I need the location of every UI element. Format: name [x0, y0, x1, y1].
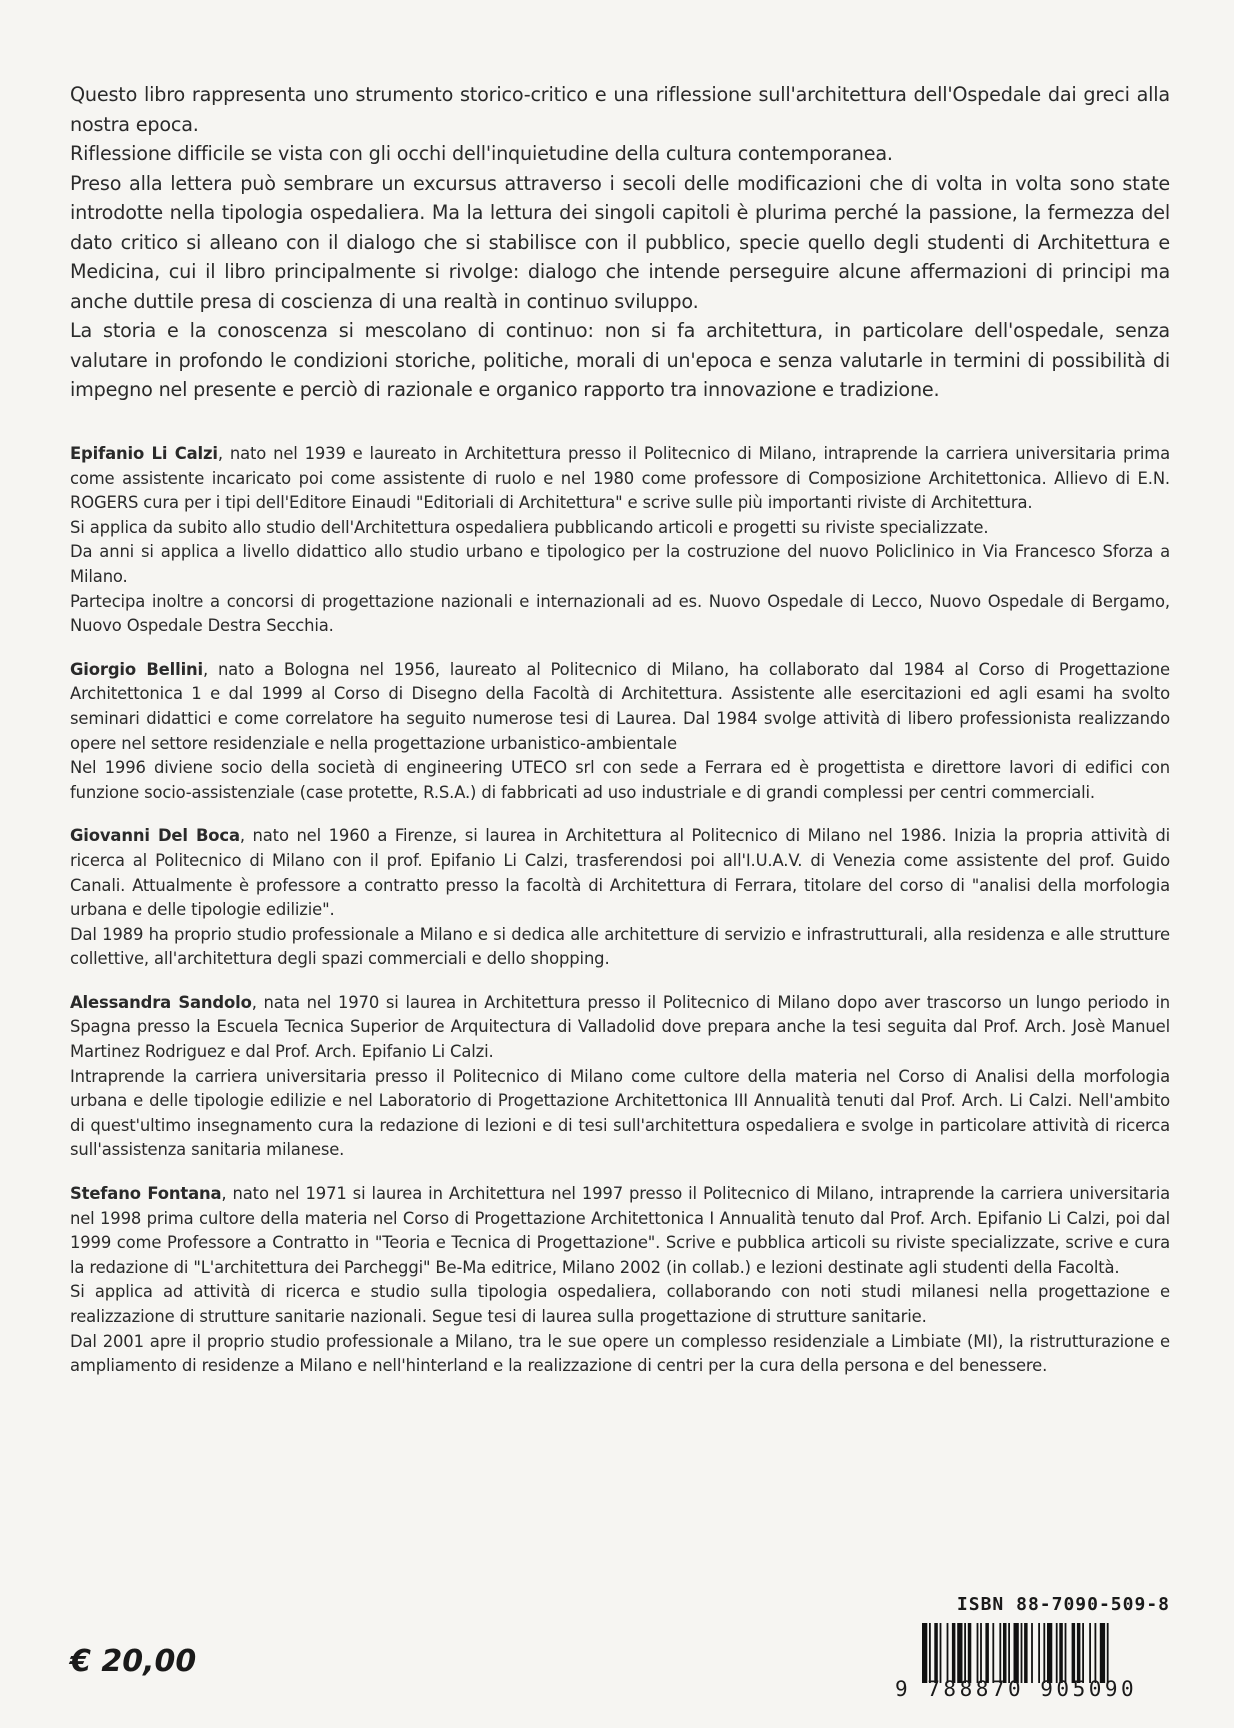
barcode-bar [922, 1623, 927, 1683]
barcode-bar [968, 1623, 972, 1683]
barcode-digits: 9 788870 905090 [895, 1677, 1138, 1701]
description-paragraph: Preso alla lettera può sembrare un excursus attraverso i secoli delle modificazioni che di volta in volta sono state introdotte nella tipologia ospedaliera. Ma la lettura dei singoli capitoli è plurima perché la passione, la fermezza del dato critico si alleano con il dialogo che si stabilisce con il pubblico, specie quello degli studenti di Architettura e Medicina, cui il libro principalmente si rivolge: dialogo che intende perseguire alcune affermazioni di principi ma anche duttile presa di coscienza di una realtà in continuo sviluppo. [70, 171, 1170, 313]
description-paragraph: Questo libro rappresenta uno strumento storico-critico e una riflessione sull'architettura dell'Ospedale dai greci alla nostra epoca. [70, 83, 1170, 136]
barcode-bar [985, 1623, 989, 1683]
description-paragraph: La storia e la conoscenza si mescolano di continuo: non si fa architettura, in particolare dell'ospedale, senza valutare in profondo le condizioni storiche, politiche, morali di un'epoca e senza valutarle in termini di possibilità di impegno nel presente e perciò di razionale e organico rapporto tra innovazione e tradizione. [70, 319, 1170, 401]
barcode-bar [1100, 1623, 1105, 1683]
barcode-bar [1021, 1623, 1023, 1683]
author-name: Epifanio Li Calzi [70, 444, 218, 463]
author-name: Stefano Fontana [70, 1184, 222, 1204]
barcode-bar [1003, 1623, 1007, 1683]
barcode-bar [952, 1623, 956, 1683]
bio-paragraph [70, 991, 1170, 1065]
bio-paragraph: Da anni si applica a livello didattico allo studio urbano e tipologico per la costruzione del nuovo Policlinico in Via Francesco Sforza a Milano. [70, 542, 1170, 586]
barcode-bar [1077, 1623, 1081, 1683]
barcode-bar [1065, 1623, 1067, 1683]
author-bio [70, 442, 1170, 639]
barcode-bar [940, 1623, 942, 1683]
bio-paragraph: Si applica ad attività di ricerca e studio sulla tipologia ospedaliera, collaborando con noti studi milanesi nella progettazione e realizzazione di strutture sanitarie nazionali. Segue tesi di laurea sulla progettazione di strutture sanitarie. [70, 1282, 1170, 1326]
bio-paragraph: Dal 2001 apre il proprio studio professionale a Milano, tra le sue opere un complesso residenziale a Limbiate (MI), la ristrutturazione e ampliamento di residenze a Milano e nell'hinterland e la realizzazione di centri per la cura della persona e del benessere. [70, 1331, 1170, 1376]
barcode-bar [1047, 1623, 1052, 1683]
barcode-bar [1095, 1623, 1097, 1683]
barcode-bar [1043, 1623, 1045, 1683]
barcode-bar [1024, 1623, 1028, 1683]
barcode-bar [947, 1623, 949, 1683]
book-description [70, 80, 1170, 405]
bio-paragraph [70, 442, 1170, 516]
barcode-bar [964, 1623, 966, 1683]
author-bio [70, 658, 1170, 806]
price-label: € 20,00 [70, 1644, 197, 1679]
bio-text: , nato nel 1939 e laureato in Architettura presso il Politecnico di Milano, intraprende la carriera universitaria prima come assistente incaricato poi come assistente di ruolo e nel 1980 come professore di Composizione Architettonica. Allievo di E.N. ROGERS cura per i tipi dell'Editore Einaudi "Editoriali di Architettura" e scrive sulle più importanti riviste di Architettura. [70, 444, 1171, 513]
barcode-icon [918, 1623, 1170, 1683]
author-name: Alessandra Sandolo [70, 992, 252, 1012]
barcode-bar [1107, 1623, 1109, 1683]
barcode-bar [929, 1623, 931, 1683]
barcode-bar [977, 1623, 979, 1683]
barcode-bar [980, 1623, 982, 1683]
author-name: Giovanni Del Boca [70, 826, 240, 846]
bio-paragraph [70, 1182, 1170, 1280]
author-biographies [70, 442, 1170, 1398]
bio-text: , nata nel 1970 si laurea in Architettura presso il Politecnico di Milano dopo aver trascorso un lungo periodo in Spagna presso la Escuela Tecnica Superior de Arquitectura di Valladolid dove prepara anche la tesi seguita dal Prof. Arch. Josè Manuel Martinez Rodriguez e dal Prof. Arch. Epifanio Li Calzi. [70, 992, 1170, 1062]
description-paragraph: Riflessione difficile se vista con gli occhi dell'inquietudine della cultura contemporanea. [70, 142, 893, 165]
bio-paragraph [70, 824, 1170, 922]
barcode-bar [992, 1623, 994, 1683]
author-bio [70, 991, 1170, 1163]
barcode-bar [1072, 1623, 1076, 1683]
bio-paragraph: Partecipa inoltre a concorsi di progettazione nazionali e internazionali ad es. Nuovo Ospedale di Lecco, Nuovo Ospedale di Bergamo, Nuovo Ospedale Destra Secchia. [70, 591, 1170, 636]
barcode-bar [1059, 1623, 1063, 1683]
bio-paragraph: Dal 1989 ha proprio studio professionale a Milano e si dedica alle architetture di servizio e infrastrutturali, alla residenza e alle strutture collettive, all'architettura degli spazi commerciali e dello shopping. [70, 924, 1170, 969]
barcode-bar [934, 1623, 938, 1683]
bio-text: , nato a Bologna nel 1956, laureato al Politecnico di Milano, ha collaborato dal 1984 al Corso di Progettazione Architettonica 1 e dal 1999 al Corso di Disegno della Facoltà di Architettura. Assistente alle esercitazioni ed agli esami ha svolto seminari didattici e come correlatore ha seguito numerose tesi di Laurea. Dal 1984 svolge attività di libero professionista realizzando opere nel settore residenziale e nella progettazione urbanistico-ambientale [70, 659, 1170, 753]
bio-text: , nato nel 1960 a Firenze, si laurea in Architettura al Politecnico di Milano nel 1986. Inizia la propria attività di ricerca al Politecnico di Milano con il prof. Epifanio Li Calzi, trasferendosi poi all'I.U.A.V. di Venezia come assistente del prof. Guido Canali. Attualmente è professore a contratto presso la facoltà di Architettura di Ferrara, titolare del corso di "analisi della morfologia urbana e delle tipologie edilizie". [70, 826, 1170, 920]
bio-paragraph: Intraprende la carriera universitaria presso il Politecnico di Milano come cultore della materia nel Corso di Analisi della morfologia urbana e delle tipologie edilizie e nel Laboratorio di Progettazione Architettonica III Annualità tenuti dal Prof. Arch. Li Calzi. Nell'ambito di quest'ultimo insegnamento cura la redazione di lezioni e di tesi sull'architettura ospedaliera e svolge in particolare attività di ricerca sull'assistenza sanitaria milanese. [70, 1066, 1170, 1160]
bio-paragraph: Nel 1996 diviene socio della società di engineering UTECO srl con sede a Ferrara ed è progettista e direttore lavori di edifici con funzione socio-assistenziale (case protette, R.S.A.) di fabbricati ad uso industriale e di grandi complessi per centri commerciali. [70, 758, 1170, 802]
barcode-bar [1038, 1623, 1040, 1683]
bio-text: , nato nel 1971 si laurea in Architettura nel 1997 presso il Politecnico di Milano, intraprende la carriera universitaria nel 1998 prima cultore della materia nel Corso di Progettazione Architettonica I Annualità tenuto dal Prof. Arch. Epifanio Li Calzi, poi dal 1999 come Professore a Contratto in "Teoria e Tecnica di Progettazione". Scrive e pubblica articoli su riviste specializzate, scrive e cura la redazione di "L'architettura dei Parcheggi" Be-Ma editrice, Milano 2002 (in collab.) e lezioni destinate agli studenti della Facoltà. [70, 1184, 1170, 1277]
barcode-bar [999, 1623, 1001, 1683]
barcode-bar [1056, 1623, 1058, 1683]
bio-paragraph: Si applica da subito allo studio dell'Architettura ospedaliera pubblicando articoli e progetti su riviste specializzate. [70, 517, 989, 537]
bio-paragraph [70, 658, 1170, 756]
isbn-label: ISBN 88-7090-509-8 [956, 1594, 1170, 1615]
barcode-bar [1008, 1623, 1010, 1683]
barcode-bar [1082, 1623, 1084, 1683]
barcode-bar [957, 1623, 962, 1683]
barcode-bar [1014, 1623, 1019, 1683]
author-name: Giorgio Bellini [70, 659, 204, 679]
author-bio [70, 824, 1170, 972]
author-bio [70, 1182, 1170, 1379]
barcode-bar [1089, 1623, 1091, 1683]
barcode-bar [1031, 1623, 1033, 1683]
